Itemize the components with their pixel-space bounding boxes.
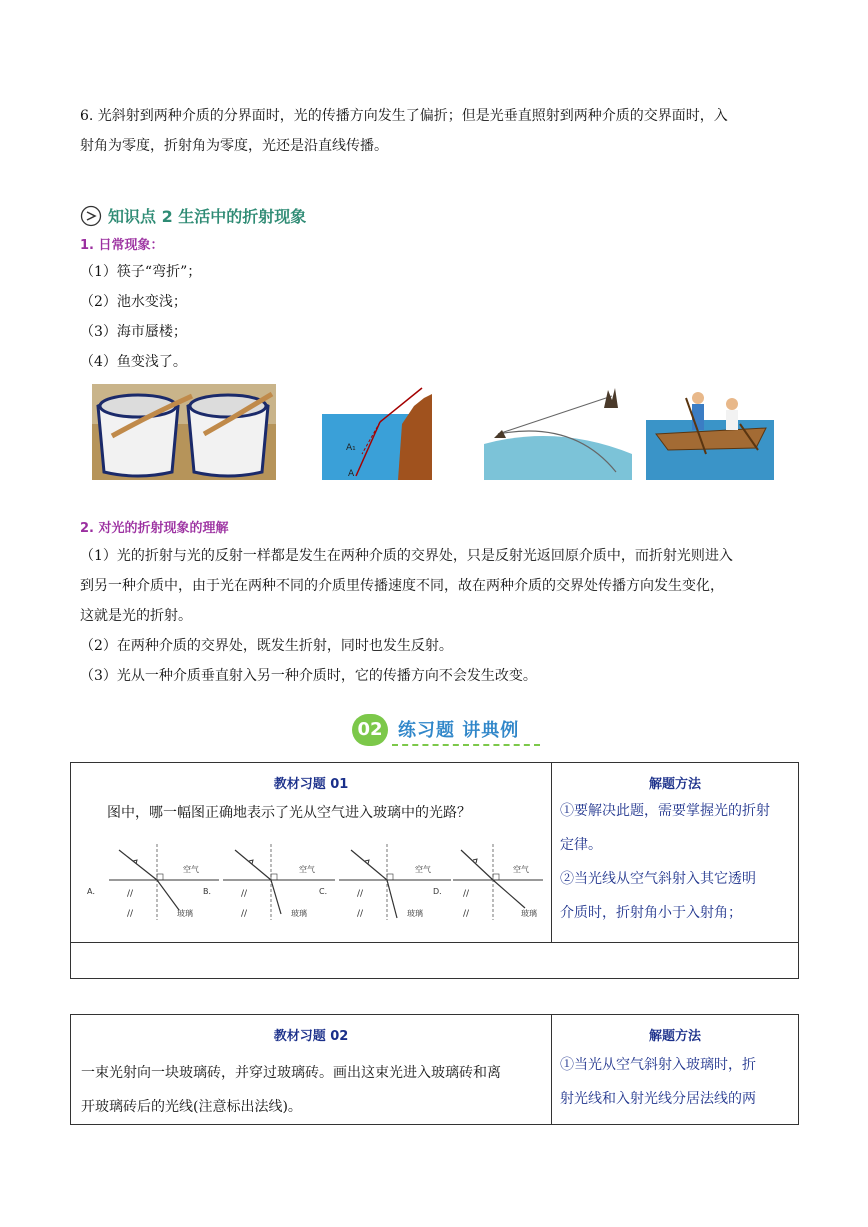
section-banner [352,712,552,752]
banner-underline [392,744,540,746]
exercise-01-table [70,762,799,979]
air-label: 空气 [299,865,315,874]
daily-phenomena-heading: 1. 日常现象： [80,238,164,253]
option-label: C． [319,887,333,896]
section-number-badge: 02 [352,714,388,746]
air-label: 空气 [513,865,529,874]
exercise-01-title: 教材习题 01 [273,777,349,792]
understanding-3: （3）光从一种介质垂直射入另一种介质时，它的传播方向不会发生改变。 [80,668,537,684]
exercise-02-method-title: 解题方法 [648,1029,701,1044]
option-d-diagram [433,844,543,920]
option-a-diagram [87,844,219,920]
exercise-01-method-2b: 介质时，折射角小于入射角； [560,905,742,921]
understanding-2: （2）在两种介质的交界处，既发生折射，同时也发生反射。 [80,638,453,654]
svg-text://: // [241,909,248,919]
item6-line2: 射角为零度，折射角为零度，光还是沿直线传播。 [80,138,388,154]
knowledge-point-title-text: 知识点 2 生活中的折射现象 [108,207,307,226]
svg-text://: // [241,889,248,899]
option-label: A． [87,887,101,896]
option-c-diagram [319,844,451,920]
svg-text://: // [463,889,470,899]
section-banner-title: 练习题 讲典例 [398,720,520,741]
phenomenon-item: （3）海市蜃楼； [80,324,187,340]
glass-label: 玻璃 [407,909,423,918]
svg-text://: // [357,909,364,919]
exercise-02-question-line2: 开玻璃砖后的光线(注意标出法线)。 [81,1099,302,1115]
pool-refraction-diagram [322,384,432,480]
mirage-diagram [484,384,632,480]
diagram-label: A₁ [346,443,356,453]
understanding-1-line2: 到另一种介质中，由于光在两种不同的介质里传播速度不同，故在两种介质的交界处传播方向发生变化， [80,578,724,594]
understanding-heading: 2. 对光的折射现象的理解 [80,521,229,536]
item6-line1: 6. 光斜射到两种介质的分界面时，光的传播方向发生了偏折；但是光垂直照射到两种介质的交界面时，入 [80,108,728,124]
exercise-01-method-cell [552,763,799,943]
air-label: 空气 [415,865,431,874]
exercise-01-method-2a: ②当光线从空气斜射入其它透明 [560,871,756,887]
fishing-boat-photo [646,384,774,480]
glass-label: 玻璃 [177,909,193,918]
option-label: B． [203,887,217,896]
exercise-01-question: 图中，哪一幅图正确地表示了光从空气进入玻璃中的光路？ [107,805,471,821]
phenomenon-item: （1）筷子“弯折”； [80,264,202,280]
glass-label: 玻璃 [291,909,307,918]
exercise-01-answer-cell [71,943,799,979]
exercise-01-method-title: 解题方法 [648,777,701,792]
phenomenon-item: （4）鱼变浅了。 [80,354,187,370]
svg-text://: // [127,909,134,919]
option-label: D． [433,887,448,896]
knowledge-point-title [80,204,306,227]
svg-text://: // [127,889,134,899]
svg-text://: // [463,909,470,919]
exercise-02-question-cell [71,1015,552,1125]
exercise-01-method-1b: 定律。 [560,837,602,853]
exercise-01-method-1a: ①要解决此题，需要掌握光的折射 [560,803,770,819]
light-path-options-diagram [81,836,551,926]
air-label: 空气 [183,865,199,874]
option-b-diagram [203,844,335,920]
exercise-02-title: 教材习题 02 [273,1029,349,1044]
understanding-1-line3: 这就是光的折射。 [80,608,192,624]
diagram-label: A [348,469,355,479]
svg-text://: // [357,889,364,899]
exercise-01-question-cell [71,763,552,943]
exercise-02-method-1b: 射光线和入射光线分居法线的两 [560,1091,756,1107]
exercise-02-question-line1: 一束光射向一块玻璃砖，并穿过玻璃砖。画出这束光进入玻璃砖和离 [81,1065,501,1081]
glass-label: 玻璃 [521,909,537,918]
chopsticks-in-cups-photo [92,384,276,480]
exercise-02-table [70,1014,799,1125]
play-circle-icon [80,205,102,227]
exercise-02-method-1a: ①当光从空气斜射入玻璃时，折 [560,1057,756,1073]
exercise-02-method-cell [552,1015,799,1125]
understanding-1-line1: （1）光的折射与光的反射一样都是发生在两种介质的交界处，只是反射光返回原介质中，而折射光则进入 [80,548,733,564]
phenomenon-item: （2）池水变浅； [80,294,187,310]
